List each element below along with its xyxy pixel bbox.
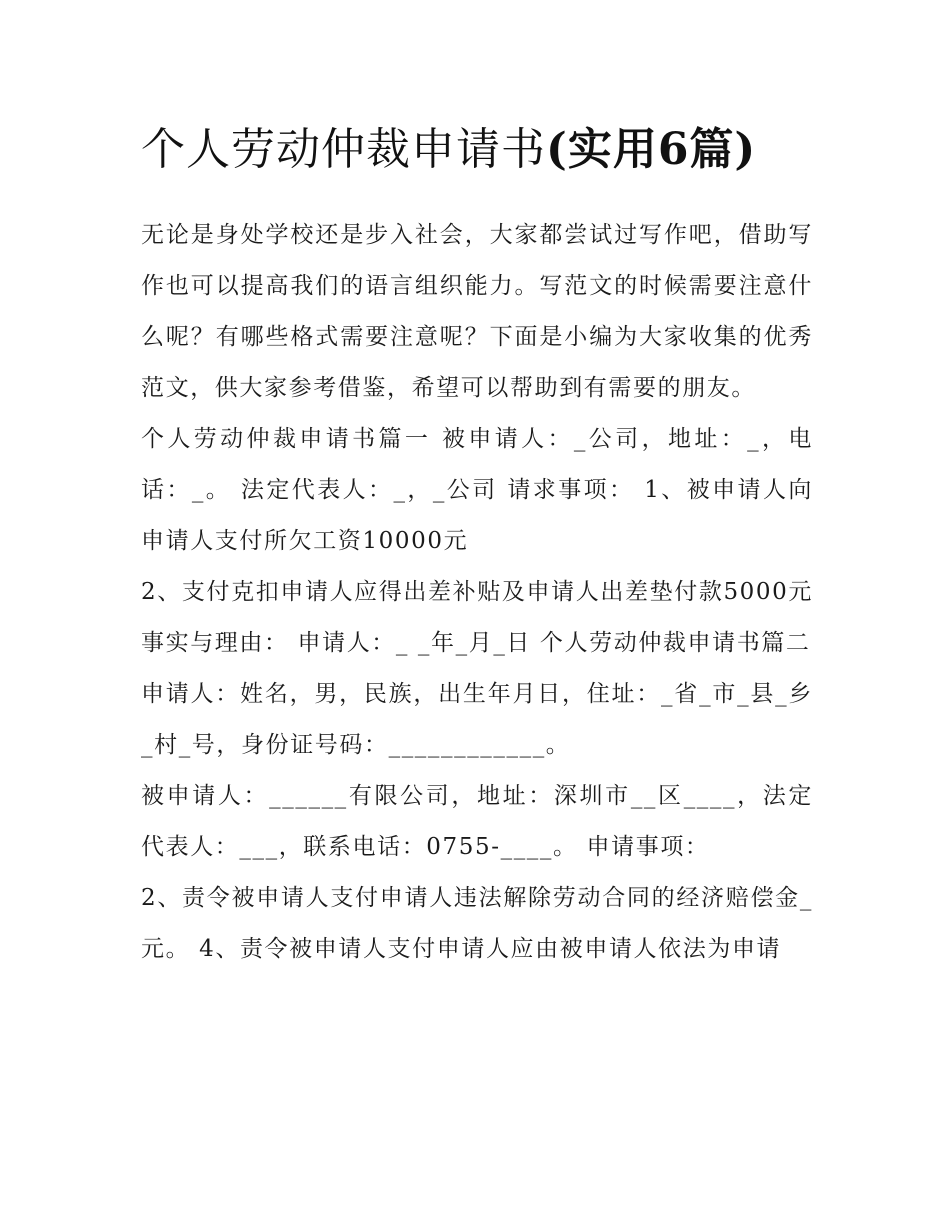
document-body: [141, 112, 813, 975]
respondent-paragraph: 被申请人：______有限公司，地址：深圳市__区____，法定代表人：___，联系电话：0755-____。 申请事项：: [141, 783, 813, 860]
document-title-main: 个人劳动仲裁申请书: [141, 124, 546, 175]
section-one-paragraph: 个人劳动仲裁申请书篇一 被申请人：_公司，地址：_，电话：_。 法定代表人：_，_公司 请求事项： 1、被申请人向申请人支付所欠工资10000元: [141, 426, 813, 554]
intro-paragraph: 无论是身处学校还是步入社会，大家都尝试过写作吧，借助写作也可以提高我们的语言组织能力。写范文的时候需要注意什么呢？有哪些格式需要注意呢？下面是小编为大家收集的优秀范文，供大家参考借鉴，希望可以帮助到有需要的朋友。: [141, 222, 813, 401]
claims-paragraph: 2、支付克扣申请人应得出差补贴及申请人出差垫付款5000元 事实与理由： 申请人：_ _年_月_日 个人劳动仲裁申请书篇二: [141, 579, 813, 656]
document-title: [141, 112, 813, 188]
document-title-suffix: (实用6篇): [546, 124, 757, 175]
requests-paragraph: 2、责令被申请人支付申请人违法解除劳动合同的经济赔偿金_元。 4、责令被申请人支付申请人应由被申请人依法为申请: [141, 885, 813, 962]
applicant-paragraph: 申请人：姓名，男，民族，出生年月日，住址：_省_市_县_乡_村_号，身份证号码：____________。: [141, 681, 813, 758]
